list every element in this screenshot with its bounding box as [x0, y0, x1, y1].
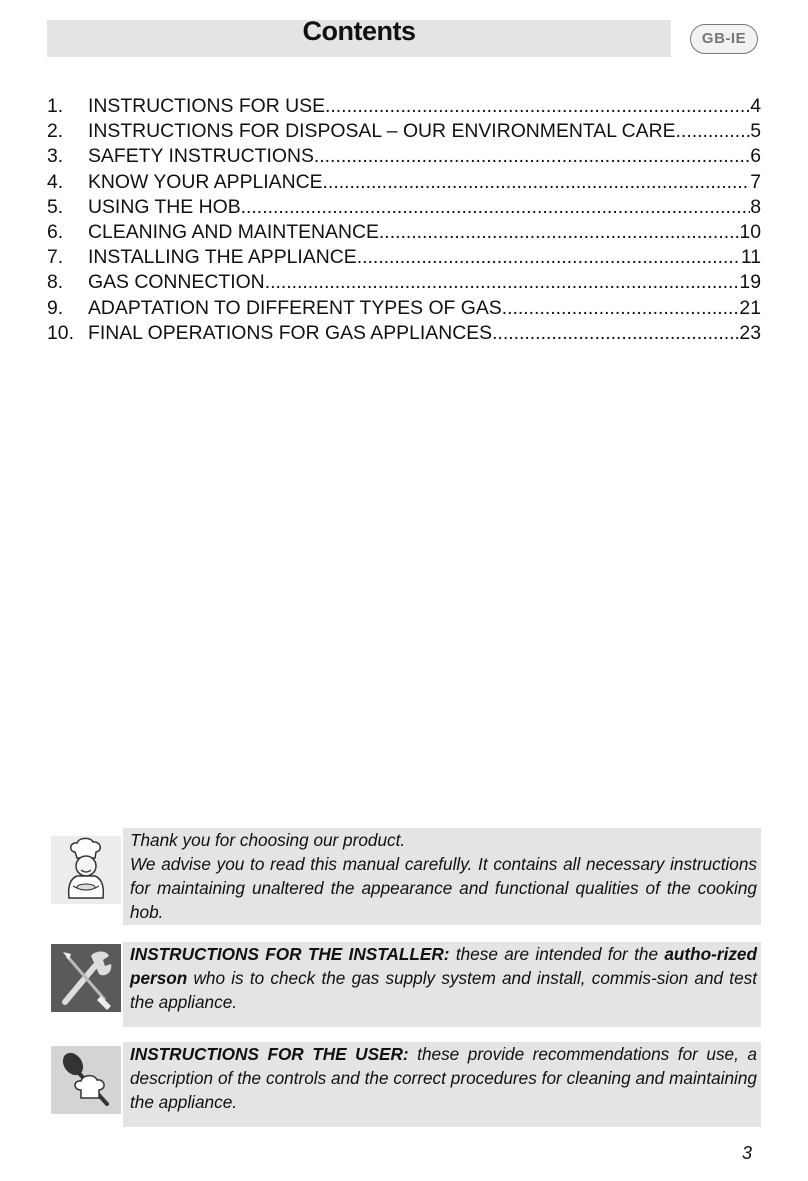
- spoon-chef-hat-icon: [51, 1046, 121, 1114]
- toc-entry-number: 8.: [47, 271, 64, 294]
- toc-entry-number: 2.: [47, 120, 64, 143]
- toc-dot-leader: [379, 220, 740, 245]
- installer-text: INSTRUCTIONS FOR THE INSTALLER: these are intended for the autho-rized person who is to check the gas supply system and install, commis-sion and test the appliance.: [130, 944, 757, 1012]
- toc-dot-leader: [265, 270, 740, 295]
- user-heading: INSTRUCTIONS FOR THE USER:: [130, 1044, 409, 1064]
- toc-entry-number: 9.: [47, 296, 64, 319]
- toc-entry[interactable]: [47, 144, 761, 169]
- toc-dot-leader: [323, 170, 751, 195]
- language-badge: GB-IE: [690, 24, 758, 54]
- page-title: Contents: [302, 16, 416, 46]
- toc-entry-page: 5: [750, 120, 761, 143]
- toc-entry[interactable]: [47, 245, 761, 270]
- toc-entry-page: 21: [739, 296, 761, 319]
- toc-entry-title: KNOW YOUR APPLIANCE: [88, 170, 323, 193]
- toc-entry-title: INSTALLING THE APPLIANCE: [88, 246, 357, 269]
- toc-dot-leader: [325, 94, 750, 119]
- toc-entry-title: FINAL OPERATIONS FOR GAS APPLIANCES: [88, 321, 493, 344]
- welcome-line: Thank you for choosing our product.: [130, 830, 406, 850]
- chef-icon: [51, 836, 121, 904]
- toc-entry-page: 4: [750, 95, 761, 117]
- toc-dot-leader: [492, 321, 739, 346]
- toc-entry-title: INSTRUCTIONS FOR USE: [88, 95, 326, 117]
- toc-entry[interactable]: [47, 321, 761, 346]
- toc-entry[interactable]: [47, 220, 761, 245]
- toc-entry-page: 23: [739, 321, 761, 344]
- toc-entry-title: CLEANING AND MAINTENANCE: [88, 220, 379, 243]
- toc-entry-page: 19: [739, 271, 761, 294]
- welcome-advice: We advise you to read this manual carefully. It contains all necessary instructions for maintaining unaltered the appearance and functional qualities of the cooking hob.: [130, 854, 757, 922]
- table-of-contents: [47, 94, 761, 346]
- toc-entry-title: INSTRUCTIONS FOR DISPOSAL – OUR ENVIRONMENTAL CARE: [88, 120, 676, 143]
- page-number: 3: [741, 1143, 752, 1163]
- toc-entry-number: 10.: [47, 321, 74, 344]
- toc-dot-leader: [357, 245, 741, 270]
- toc-dot-leader: [676, 119, 751, 144]
- toc-entry-number: 3.: [47, 145, 64, 168]
- toc-entry-number: 6.: [47, 220, 64, 243]
- user-text: INSTRUCTIONS FOR THE USER: these provide recommendations for use, a description of the controls and the correct procedures for cleaning and maintaining the appliance.: [130, 1044, 757, 1112]
- toc-entry-page: 7: [750, 170, 761, 193]
- toc-dot-leader: [314, 144, 750, 169]
- toc-entry-number: 4.: [47, 170, 64, 193]
- toc-entry-page: 10: [739, 220, 761, 243]
- toc-dot-leader: [502, 296, 740, 321]
- toc-entry-number: 7.: [47, 246, 64, 269]
- welcome-note: [123, 828, 761, 925]
- toc-entry-title: SAFETY INSTRUCTIONS: [88, 145, 314, 168]
- toc-entry-page: 11: [740, 246, 761, 269]
- toc-entry-number: 5.: [47, 195, 64, 218]
- installer-heading: INSTRUCTIONS FOR THE INSTALLER:: [130, 944, 450, 964]
- toc-entry[interactable]: [47, 94, 761, 119]
- toc-entry-title: GAS CONNECTION: [88, 271, 265, 294]
- toc-dot-leader: [241, 195, 751, 220]
- toc-entry-page: 6: [750, 145, 761, 168]
- toc-entry[interactable]: [47, 119, 761, 144]
- toc-entry-page: 8: [750, 195, 761, 218]
- toc-entry-title: USING THE HOB: [88, 195, 241, 218]
- user-note: [123, 1042, 761, 1127]
- installer-note: [123, 942, 761, 1027]
- tools-icon: [51, 944, 121, 1012]
- toc-entry[interactable]: [47, 296, 761, 321]
- toc-entry[interactable]: [47, 195, 761, 220]
- toc-entry[interactable]: [47, 170, 761, 195]
- toc-entry-title: ADAPTATION TO DIFFERENT TYPES OF GAS: [88, 296, 502, 319]
- toc-entry[interactable]: [47, 270, 761, 295]
- authorized-person-emphasis: autho-rized person: [130, 944, 757, 988]
- toc-entry-number: 1.: [47, 95, 64, 117]
